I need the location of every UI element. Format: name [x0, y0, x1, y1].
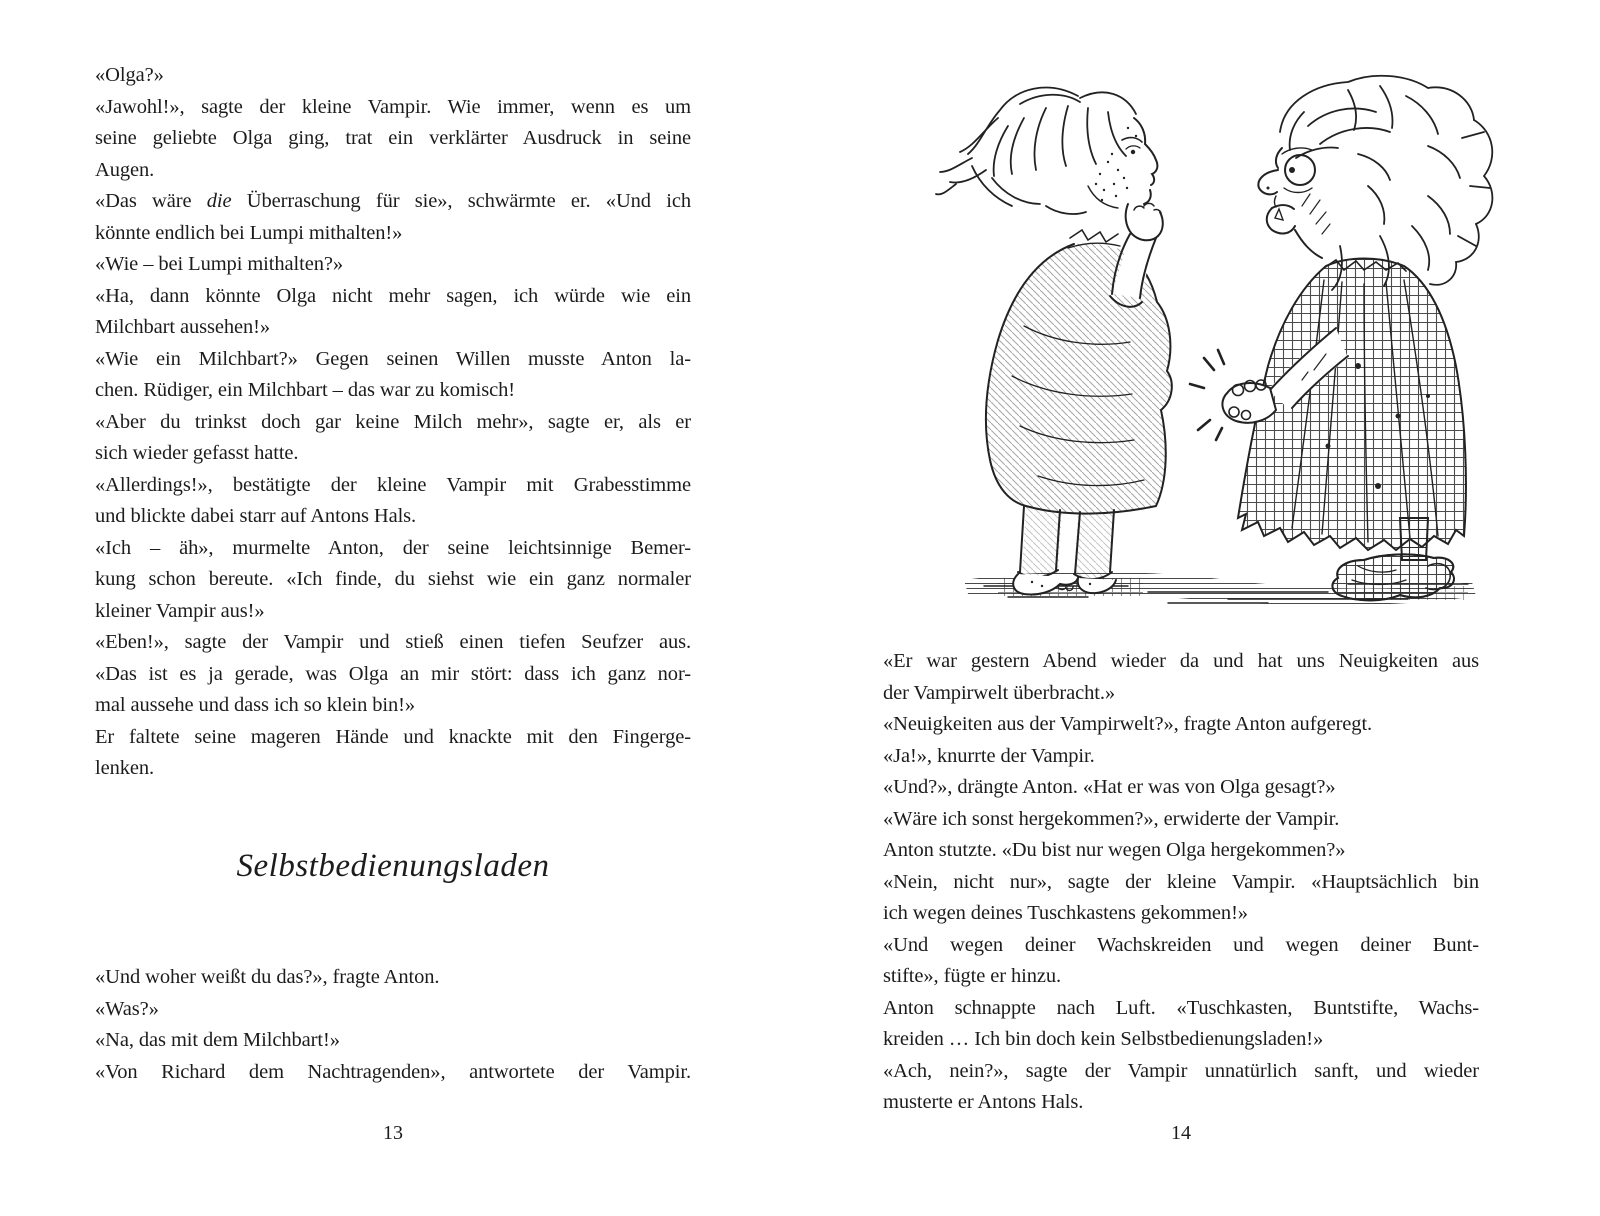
knuckle-crack-lines — [1190, 350, 1224, 440]
right-character — [1190, 76, 1492, 601]
text-line: «Was?» — [95, 997, 159, 1020]
text-line: mal aussehe und dass ich so klein bin!» — [95, 694, 416, 716]
text-line: «Ich – äh», murmelte Anton, der seine leichtsinnige Bemer- — [95, 536, 691, 559]
right-page-text-block — [883, 646, 1479, 1119]
page-number-left: 13 — [383, 1122, 403, 1144]
text-line: Anton schnappte nach Luft. «Tuschkasten, Buntstifte, Wachs- — [883, 996, 1479, 1019]
text-line: «Aber du trinkst doch gar keine Milch mehr», sagte er, als er — [95, 410, 691, 433]
text-line: «Wie ein Milchbart?» Gegen seinen Willen musste Anton la- — [95, 347, 691, 370]
text-line: «Wie – bei Lumpi mithalten?» — [95, 253, 344, 275]
text-line: «Wäre ich sonst hergekommen?», erwiderte der Vampir. — [883, 807, 1340, 830]
text-line: «Das wäre die Überraschung für sie», schwärmte er. «Und ich — [95, 190, 691, 212]
text-line: sich wieder gefasst hatte. — [95, 442, 299, 464]
text-line: «Und wegen deiner Wachskreiden und wegen deiner Bunt- — [883, 933, 1479, 956]
text-line: «Und woher weißt du das?», fragte Anton. — [95, 966, 440, 988]
text-line: lenken. — [95, 757, 155, 779]
text-line: «Er war gestern Abend wieder da und hat uns Neuigkeiten aus — [883, 650, 1479, 672]
text-line: «Das ist es ja gerade, was Olga an mir stört: dass ich ganz nor- — [95, 662, 691, 685]
text-line: «Eben!», sagte der Vampir und stieß einen tiefen Seufzer aus. — [95, 631, 691, 653]
text-line: kreiden … Ich bin doch kein Selbstbedienungsladen!» — [883, 1028, 1324, 1050]
text-line: «Allerdings!», bestätigte der kleine Vampir mit Grabesstimme — [95, 473, 691, 496]
right-character-hair — [1280, 76, 1492, 290]
text-line: «Nein, nicht nur», sagte der kleine Vampir. «Hauptsächlich bin — [883, 870, 1479, 893]
page-number-right: 14 — [1171, 1122, 1191, 1144]
text-line: könnte endlich bei Lumpi mithalten!» — [95, 221, 403, 244]
text-line: «Neuigkeiten aus der Vampirwelt?», fragte Anton aufgeregt. — [883, 713, 1373, 735]
text-line: Anton stutzte. «Du bist nur wegen Olga hergekommen?» — [883, 839, 1346, 861]
text-line: «Ach, nein?», sagte der Vampir unnatürlich sanft, und wieder — [883, 1059, 1479, 1082]
left-character — [936, 88, 1172, 595]
text-line: Augen. — [95, 158, 155, 181]
text-line: musterte er Antons Hals. — [883, 1091, 1084, 1113]
left-character-hair — [936, 88, 1136, 214]
left-page-text-block — [95, 60, 691, 785]
text-line: stifte», fügte er hinzu. — [883, 965, 1062, 987]
text-line: «Olga?» — [95, 64, 164, 86]
chapter-heading: Selbstbedienungsladen — [236, 848, 550, 884]
text-line: kleiner Vampir aus!» — [95, 599, 265, 622]
text-line: seine geliebte Olga ging, trat ein verklärter Ausdruck in seine — [95, 127, 691, 149]
text-line: «Ha, dann könnte Olga nicht mehr sagen, ich würde wie ein — [95, 284, 691, 307]
text-line: «Ja!», knurrte der Vampir. — [883, 744, 1095, 767]
text-line: ich wegen deines Tuschkastens gekommen!» — [883, 902, 1248, 924]
text-line: Milchbart aussehen!» — [95, 316, 271, 338]
left-page-text-block-2 — [95, 962, 691, 1088]
text-line: und blickte dabei starr auf Antons Hals. — [95, 505, 417, 527]
text-line: «Na, das mit dem Milchbart!» — [95, 1029, 340, 1051]
book-illustration — [928, 66, 1494, 632]
text-line: «Jawohl!», sagte der kleine Vampir. Wie immer, wenn es um — [95, 95, 691, 118]
text-line: chen. Rüdiger, ein Milchbart – das war zu komisch! — [95, 379, 516, 401]
text-line: «Von Richard dem Nachtragenden», antwortete der Vampir. — [95, 1060, 691, 1083]
text-line: «Und?», drängte Anton. «Hat er was von Olga gesagt?» — [883, 776, 1336, 798]
text-line: Er faltete seine mageren Hände und knackte mit den Fingerge- — [95, 725, 691, 748]
text-line: kung schon bereute. «Ich finde, du siehst wie ein ganz normaler — [95, 568, 691, 590]
text-line: der Vampirwelt überbracht.» — [883, 681, 1116, 704]
